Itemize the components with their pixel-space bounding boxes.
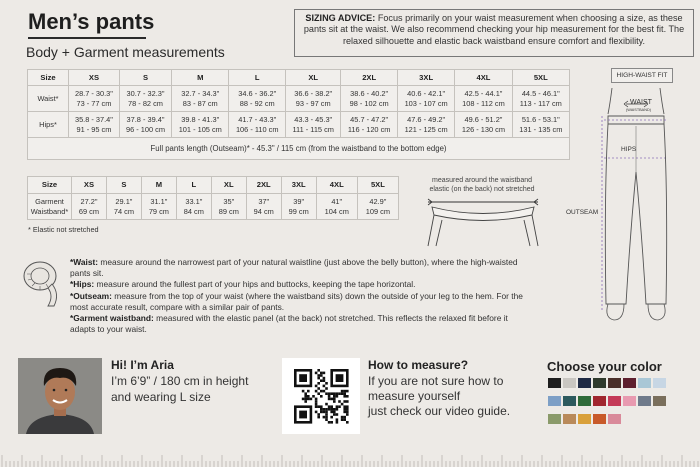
- model-photo: [18, 358, 102, 434]
- page-title: Men’s pants: [28, 9, 155, 34]
- instruction-term: *Hips:: [70, 279, 95, 290]
- ruler-decoration-icon: [0, 447, 700, 467]
- cell-cm: 101 - 105 cm: [178, 124, 222, 134]
- page-subtitle: Body + Garment measurements: [26, 44, 225, 60]
- cell-cm: 91 - 95 cm: [76, 124, 112, 134]
- color-swatch[interactable]: [578, 414, 591, 424]
- size-header: 3XL: [397, 70, 454, 86]
- instruction-item: [70, 257, 525, 279]
- cell-inches: 32.7 - 34.3": [181, 89, 220, 98]
- cell-inches: 43.3 - 45.3": [294, 115, 333, 124]
- cell-inches: 35": [223, 197, 235, 206]
- cell-cm: 109 cm: [365, 206, 391, 216]
- cell-inches: 42.5 - 44.1": [464, 89, 503, 98]
- size-header: XS: [69, 70, 120, 86]
- size-header: 5XL: [357, 177, 398, 194]
- cell-cm: 79 cm: [148, 206, 169, 216]
- row-label-line: Garment: [35, 197, 64, 206]
- table-cell: [397, 86, 454, 112]
- color-swatch[interactable]: [548, 378, 561, 388]
- cell-cm: 78 - 82 cm: [128, 98, 163, 108]
- title-underline: [28, 37, 146, 39]
- caption-line: measured around the waistband: [431, 177, 532, 184]
- row-label-hips: Hips*: [28, 112, 69, 138]
- size-header: 5XL: [512, 70, 569, 86]
- table-cell: [69, 86, 120, 112]
- size-header: 3XL: [281, 177, 316, 194]
- waistband-label: (WAISTBAND): [626, 108, 651, 112]
- size-header: L: [229, 70, 286, 86]
- how-to-measure-text: just check our video guide.: [368, 404, 511, 418]
- cell-cm: 88 - 92 cm: [239, 98, 275, 108]
- cell-inches: 34.6 - 36.2": [238, 89, 277, 98]
- how-to-measure-text: If you are not sure how to: [368, 374, 504, 388]
- color-swatch[interactable]: [593, 396, 606, 406]
- model-size: and wearing L size: [111, 390, 211, 404]
- table-cell: [141, 194, 176, 220]
- table-cell: [512, 112, 569, 138]
- waistband-diagram-icon: [418, 198, 548, 248]
- cell-inches: 38.6 - 40.2": [350, 89, 389, 98]
- size-header: 4XL: [455, 70, 512, 86]
- cell-inches: 42.9": [369, 197, 387, 206]
- color-swatch[interactable]: [593, 378, 606, 388]
- cell-inches: 40.6 - 42.1": [407, 89, 446, 98]
- cell-inches: 39": [293, 197, 305, 206]
- cell-cm: 94 cm: [253, 206, 274, 216]
- how-to-measure-text: measure yourself: [368, 389, 461, 403]
- cell-cm: 73 - 77 cm: [76, 98, 112, 108]
- cell-cm: 111 - 115 cm: [292, 124, 334, 134]
- color-swatch[interactable]: [548, 414, 561, 424]
- color-swatch[interactable]: [653, 378, 666, 388]
- outseam-label: OUTSEAM: [566, 209, 599, 216]
- color-swatch[interactable]: [608, 414, 621, 424]
- row-label-waist: Waist*: [28, 86, 69, 112]
- table-cell: [119, 86, 171, 112]
- color-swatch[interactable]: [638, 378, 651, 388]
- caption-line: elastic (on the back) not stretched: [429, 185, 535, 193]
- table-cell: [316, 194, 357, 220]
- cell-inches: 45.7 - 47.2": [350, 115, 389, 124]
- table-cell: [172, 86, 229, 112]
- size-header: XL: [286, 70, 341, 86]
- cell-inches: 27.2": [80, 197, 98, 206]
- hips-label: HIPS: [621, 146, 637, 153]
- cell-cm: 121 - 125 cm: [404, 124, 448, 134]
- cell-cm: 113 - 117 cm: [519, 98, 562, 108]
- size-header: XS: [72, 177, 107, 194]
- color-swatch[interactable]: [608, 396, 621, 406]
- table-cell: [455, 86, 512, 112]
- table-row: [28, 112, 570, 138]
- cell-inches: 36.6 - 38.2": [294, 89, 333, 98]
- cell-cm: 98 - 102 cm: [349, 98, 389, 108]
- choose-color-title: Choose your color: [547, 359, 662, 374]
- waist-label: WAIST: [630, 99, 652, 106]
- table-cell: [286, 112, 341, 138]
- cell-cm: 89 cm: [218, 206, 239, 216]
- color-swatch[interactable]: [563, 378, 576, 388]
- color-swatch[interactable]: [578, 396, 591, 406]
- how-to-measure-title: How to measure?: [368, 358, 469, 372]
- cell-inches: 37": [258, 197, 270, 206]
- size-header: 2XL: [246, 177, 281, 194]
- cell-inches: 28.7 - 30.3": [74, 89, 113, 98]
- cell-cm: 126 - 130 cm: [461, 124, 506, 134]
- table-row: [28, 194, 399, 220]
- table-corner-cell: Size: [28, 177, 72, 194]
- cell-inches: 47.6 - 49.2": [407, 115, 446, 124]
- instruction-text: measure around the fullest part of your hips and buttocks, keeping the tape horizontal.: [94, 279, 416, 290]
- color-swatch[interactable]: [548, 396, 561, 406]
- table-cell: [69, 112, 120, 138]
- pants-fit-diagram-icon: [566, 86, 698, 326]
- high-waist-fit-label: HIGH-WAIST FIT: [611, 68, 673, 83]
- table-row: [28, 86, 570, 112]
- cell-cm: 69 cm: [78, 206, 100, 216]
- cell-cm: 74 cm: [113, 206, 134, 216]
- measurement-instructions: [70, 257, 525, 335]
- cell-inches: 41": [331, 197, 343, 206]
- instruction-item: [70, 313, 525, 335]
- cell-cm: 103 - 107 cm: [404, 98, 448, 108]
- table-cell: [172, 112, 229, 138]
- table-cell: [106, 194, 141, 220]
- color-swatch[interactable]: [608, 378, 621, 388]
- full-length-note: Full pants length (Outseam)* - 45.3" / 115 cm (from the waistband to the bottom edge): [28, 138, 570, 160]
- table-cell: [229, 86, 286, 112]
- sizing-advice-box: [294, 9, 694, 57]
- cell-inches: 39.8 - 41.3": [181, 115, 220, 124]
- row-label-garment-waistband: [28, 194, 72, 220]
- cell-cm: 131 - 135 cm: [519, 124, 563, 134]
- color-swatch[interactable]: [623, 378, 636, 388]
- table-cell: [341, 86, 398, 112]
- color-swatch[interactable]: [638, 396, 651, 406]
- table-cell: [246, 194, 281, 220]
- instruction-text: measured with the elastic panel (at the back) not stretched. This reflects the relaxed fit before it adapts to your waist.: [70, 313, 508, 335]
- size-header: M: [172, 70, 229, 86]
- tape-measure-icon: [18, 254, 66, 310]
- qr-code-icon: [282, 358, 360, 434]
- cell-inches: 49.6 - 51.2": [464, 115, 503, 124]
- table-cell: [281, 194, 316, 220]
- cell-cm: 93 - 97 cm: [295, 98, 331, 108]
- size-header: S: [119, 70, 171, 86]
- table-corner-cell: Size: [28, 70, 69, 86]
- table-row: [28, 138, 570, 160]
- table-cell: [397, 112, 454, 138]
- cell-cm: 116 - 120 cm: [347, 124, 391, 134]
- color-swatch[interactable]: [593, 414, 606, 424]
- size-header: 2XL: [341, 70, 398, 86]
- cell-inches: 35.8 - 37.4": [74, 115, 113, 124]
- instruction-term: *Garment waistband:: [70, 313, 154, 324]
- cell-cm: 108 - 112 cm: [462, 98, 505, 108]
- elastic-note: * Elastic not stretched: [28, 225, 99, 234]
- sizing-advice-heading: SIZING ADVICE:: [305, 13, 376, 23]
- cell-inches: 41.7 - 43.3": [238, 115, 277, 124]
- color-swatch[interactable]: [578, 378, 591, 388]
- body-size-table: [27, 69, 570, 160]
- instruction-text: measure around the narrowest part of your natural waistline (just above the belly button), where the high-waisted pants sit.: [70, 257, 518, 279]
- instruction-item: [70, 279, 525, 290]
- cell-cm: 96 - 100 cm: [125, 124, 166, 134]
- cell-cm: 83 - 87 cm: [182, 98, 218, 108]
- color-swatch[interactable]: [653, 396, 666, 406]
- sizing-advice-text: Focus primarily on your waist measurement when choosing a size, as these pants sit at the waist. We also recommend checking your hip measurement for the best fit. The relaxed silhouette and elastic back waistband ensure comfort and flexibility.: [303, 13, 685, 46]
- table-cell: [176, 194, 211, 220]
- instruction-text: measure from the top of your waist (where the waistband sits) down the outside of your leg to the hem. For the most accurate result, compare with a similar pair of pants.: [70, 290, 523, 312]
- instruction-item: [70, 291, 525, 313]
- cell-inches: 30.7 - 32.3": [126, 89, 165, 98]
- video-guide-qr-code[interactable]: [282, 358, 360, 434]
- table-cell: [72, 194, 107, 220]
- table-cell: [211, 194, 246, 220]
- size-header: L: [176, 177, 211, 194]
- table-header-row: [28, 177, 399, 194]
- table-cell: [119, 112, 171, 138]
- instruction-term: *Waist:: [70, 257, 99, 267]
- cell-inches: 31.1": [150, 197, 168, 206]
- model-portrait-icon: [18, 358, 102, 434]
- table-cell: [286, 86, 341, 112]
- table-header-row: [28, 70, 570, 86]
- model-height: I’m 6’9” / 180 cm in height: [111, 374, 249, 388]
- size-header: XL: [211, 177, 246, 194]
- cell-inches: 51.6 - 53.1": [521, 115, 560, 124]
- table-cell: [512, 86, 569, 112]
- cell-cm: 106 - 110 cm: [235, 124, 279, 134]
- cell-inches: 44.5 - 46.1": [521, 89, 560, 98]
- cell-cm: 84 cm: [183, 206, 204, 216]
- garment-size-table: [27, 176, 399, 220]
- cell-cm: 99 cm: [288, 206, 309, 216]
- waistband-diagram-caption: [408, 177, 556, 194]
- model-greeting: Hi! I’m Aria: [111, 358, 174, 372]
- table-cell: [229, 112, 286, 138]
- color-swatch[interactable]: [563, 414, 576, 424]
- row-label-line: Waistband*: [30, 206, 69, 216]
- table-cell: [341, 112, 398, 138]
- table-cell: [357, 194, 398, 220]
- cell-inches: 33.1": [185, 197, 203, 206]
- color-swatch[interactable]: [623, 396, 636, 406]
- size-header: M: [141, 177, 176, 194]
- table-cell: [455, 112, 512, 138]
- cell-inches: 29.1": [115, 197, 133, 206]
- size-header: 4XL: [316, 177, 357, 194]
- color-swatch-grid: [548, 378, 668, 432]
- instruction-term: *Outseam:: [70, 290, 112, 301]
- cell-inches: 37.8 - 39.4": [126, 115, 165, 124]
- color-swatch[interactable]: [563, 396, 576, 406]
- size-header: S: [106, 177, 141, 194]
- cell-cm: 104 cm: [324, 206, 349, 216]
